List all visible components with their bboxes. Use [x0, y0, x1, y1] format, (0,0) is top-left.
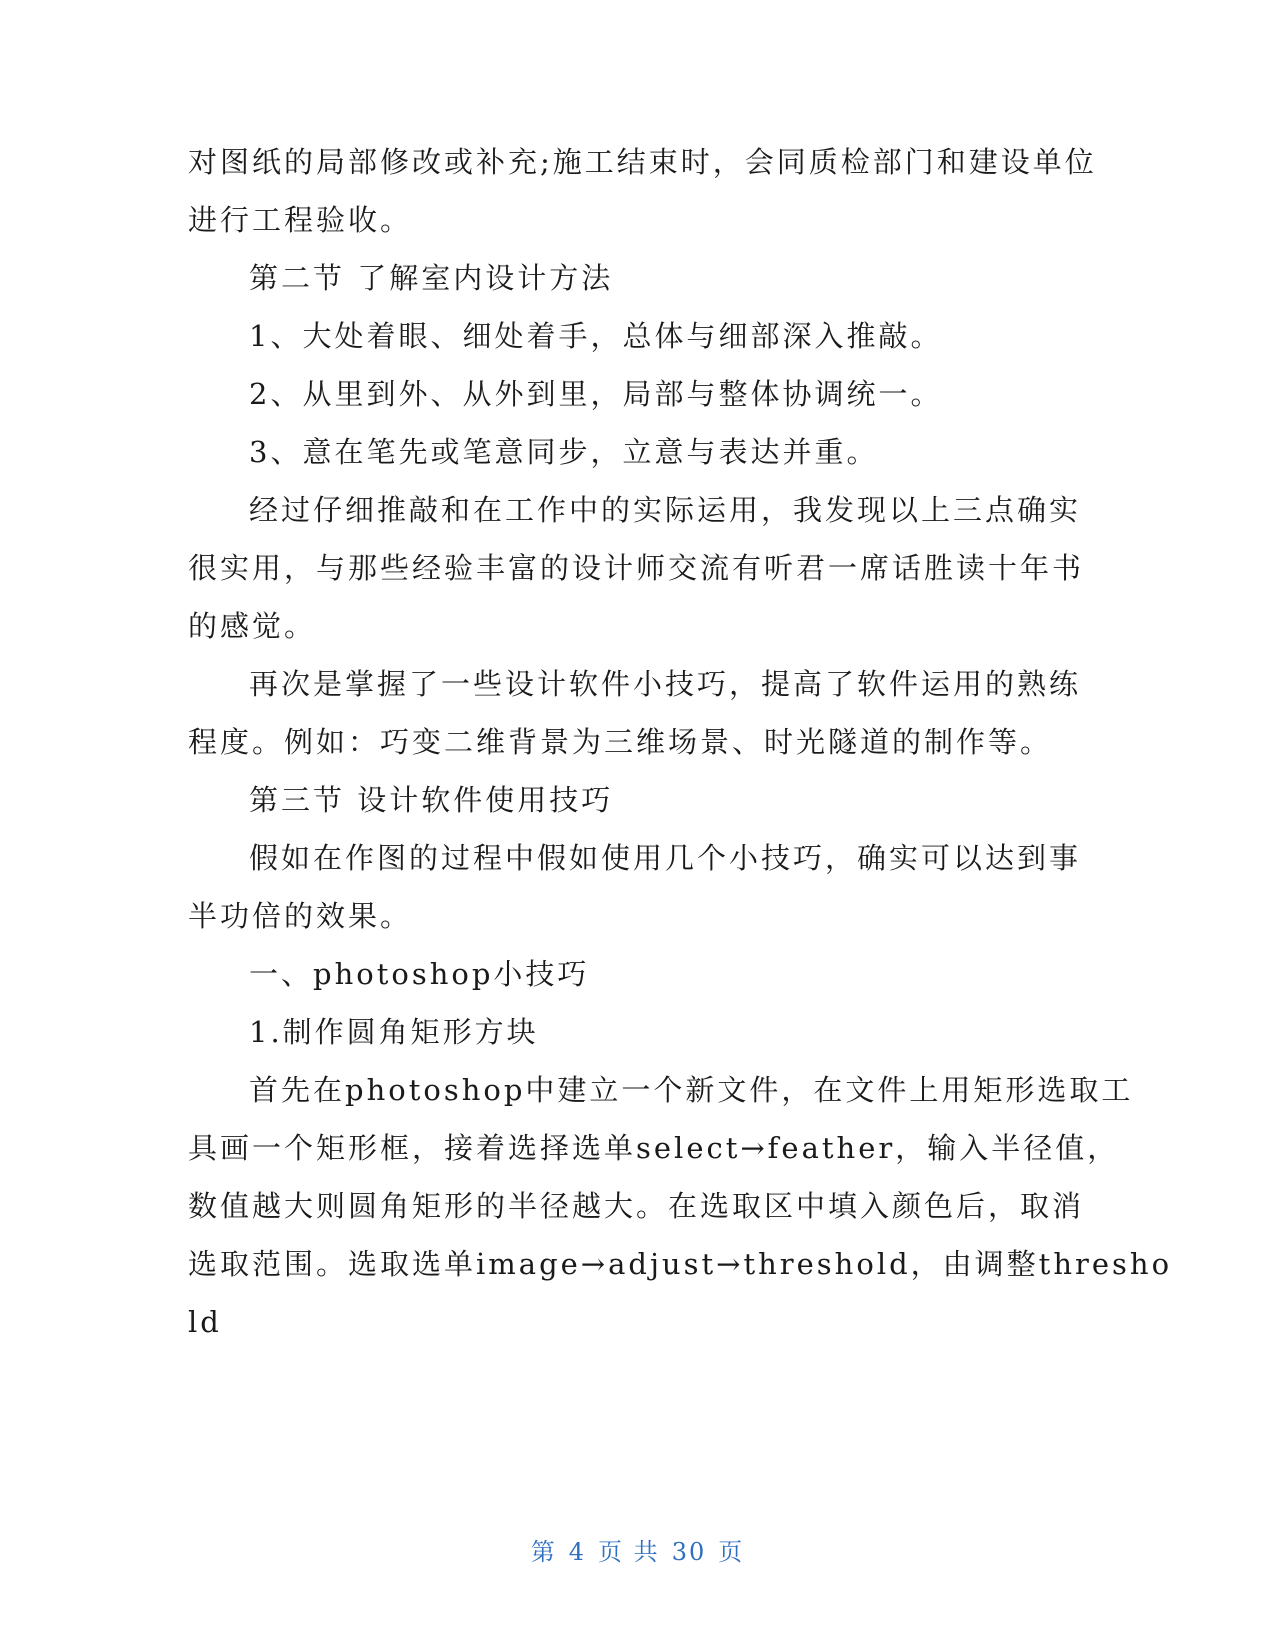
- text-line: 进行工程验收。: [188, 203, 413, 237]
- list-item: 1、大处着眼、细处着手，总体与细部深入推敲。: [249, 319, 943, 353]
- footer-total-pages: 30: [671, 1538, 707, 1566]
- list-item: 2、从里到外、从外到里，局部与整体协调统一。: [249, 377, 943, 411]
- text-line: 再次是掌握了一些设计软件小技巧，提高了软件运用的熟练: [249, 667, 1082, 701]
- subsection-heading: 一、photoshop小技巧: [249, 957, 590, 991]
- subsection-heading: 1.制作圆角矩形方块: [249, 1015, 539, 1049]
- text-line: 数值越大则圆角矩形的半径越大。在选取区中填入颜色后，取消: [188, 1189, 1085, 1223]
- page-footer: [0, 1532, 1275, 1567]
- text-line: 选取范围。选取选单image→adjust→threshold，由调整thresho: [188, 1247, 1173, 1281]
- text-line: 具画一个矩形框，接着选择选单select→feather，输入半径值，: [188, 1131, 1120, 1165]
- text-line: ld: [188, 1305, 222, 1339]
- footer-middle: 页 共: [598, 1538, 660, 1566]
- footer-suffix: 页: [718, 1538, 745, 1566]
- footer-prefix: 第: [530, 1538, 557, 1566]
- section-heading: 第二节 了解室内设计方法: [249, 261, 614, 295]
- text-line: 假如在作图的过程中假如使用几个小技巧，确实可以达到事: [249, 841, 1082, 875]
- footer-page-number: 4: [568, 1538, 587, 1566]
- list-item: 3、意在笔先或笔意同步，立意与表达并重。: [249, 435, 879, 469]
- text-line: 对图纸的局部修改或补充;施工结束时，会同质检部门和建设单位: [188, 145, 1097, 179]
- text-line: 经过仔细推敲和在工作中的实际运用，我发现以上三点确实: [249, 493, 1082, 527]
- text-line: 半功倍的效果。: [188, 899, 413, 933]
- text-line: 首先在photoshop中建立一个新文件，在文件上用矩形选取工: [249, 1073, 1134, 1107]
- section-heading: 第三节 设计软件使用技巧: [249, 783, 614, 817]
- text-line: 的感觉。: [188, 609, 317, 643]
- text-line: 很实用，与那些经验丰富的设计师交流有听君一席话胜读十年书: [188, 551, 1085, 585]
- text-line: 程度。例如：巧变二维背景为三维场景、时光隧道的制作等。: [188, 725, 1053, 759]
